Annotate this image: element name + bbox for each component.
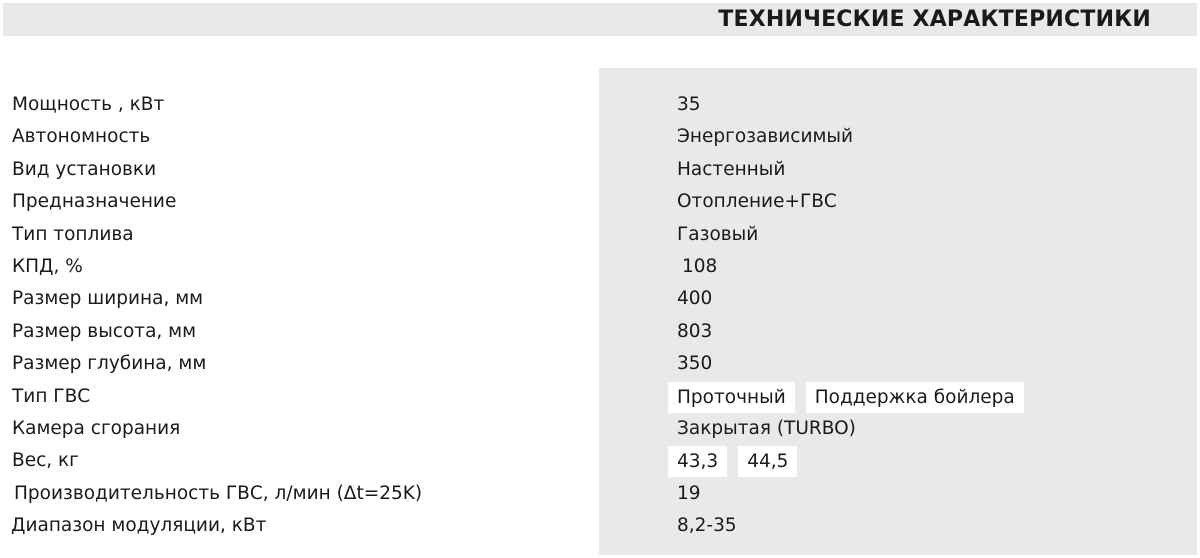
section-title: ТЕХНИЧЕСКИЕ ХАРАКТЕРИСТИКИ (718, 7, 1151, 32)
spec-value-chips (668, 446, 797, 477)
spec-row-dhw-type (0, 382, 1200, 414)
spec-label: Автономность (12, 126, 151, 148)
spec-row-installation (0, 155, 1200, 187)
spec-label: Вес, кг (12, 450, 79, 472)
spec-label: Размер высота, мм (12, 320, 197, 342)
spec-row-combustion-chamber (0, 414, 1200, 446)
spec-value: 19 (677, 482, 701, 504)
spec-value-chips (668, 382, 1024, 413)
spec-row-fuel (0, 220, 1200, 252)
spec-row-weight (0, 446, 1200, 478)
spec-value: Отопление+ГВС (677, 191, 837, 213)
spec-label: Тип топлива (12, 223, 134, 245)
spec-row-modulation-range (0, 511, 1200, 543)
spec-label: КПД, % (12, 255, 83, 277)
value-chip: Проточный (668, 382, 795, 413)
spec-table (0, 90, 1200, 543)
spec-label: Производительность ГВС, л/мин (Δt=25K) (14, 482, 423, 504)
spec-label: Размер ширина, мм (12, 288, 204, 310)
spec-row-depth (0, 349, 1200, 381)
spec-value: 400 (677, 288, 713, 310)
spec-value: Настенный (677, 158, 786, 180)
section-header (3, 3, 1197, 36)
spec-row-power (0, 90, 1200, 122)
value-chip: 43,3 (668, 446, 727, 477)
spec-label: Предназначение (12, 191, 177, 213)
spec-value: 8,2-35 (677, 515, 737, 537)
value-chip: Поддержка бойлера (806, 382, 1024, 413)
spec-row-purpose (0, 187, 1200, 219)
spec-row-height (0, 317, 1200, 349)
spec-label: Размер глубина, мм (12, 353, 207, 375)
spec-row-dhw-capacity (0, 479, 1200, 511)
spec-label: Тип ГВС (12, 385, 91, 407)
spec-value: Энергозависимый (677, 126, 854, 148)
spec-value: Закрытая (TURBO) (677, 417, 856, 439)
spec-value: 108 (682, 255, 718, 277)
spec-label: Диапазон модуляции, кВт (11, 515, 267, 537)
spec-row-efficiency (0, 252, 1200, 284)
value-chip: 44,5 (738, 446, 797, 477)
spec-row-autonomy (0, 122, 1200, 154)
spec-value: Газовый (677, 223, 759, 245)
spec-label: Мощность , кВт (12, 94, 165, 115)
spec-value: 350 (677, 353, 713, 375)
spec-label: Вид установки (12, 158, 157, 180)
spec-value: 803 (677, 320, 713, 342)
spec-value: 35 (677, 94, 701, 115)
spec-row-width (0, 284, 1200, 316)
spec-label: Камера сгорания (12, 417, 181, 439)
